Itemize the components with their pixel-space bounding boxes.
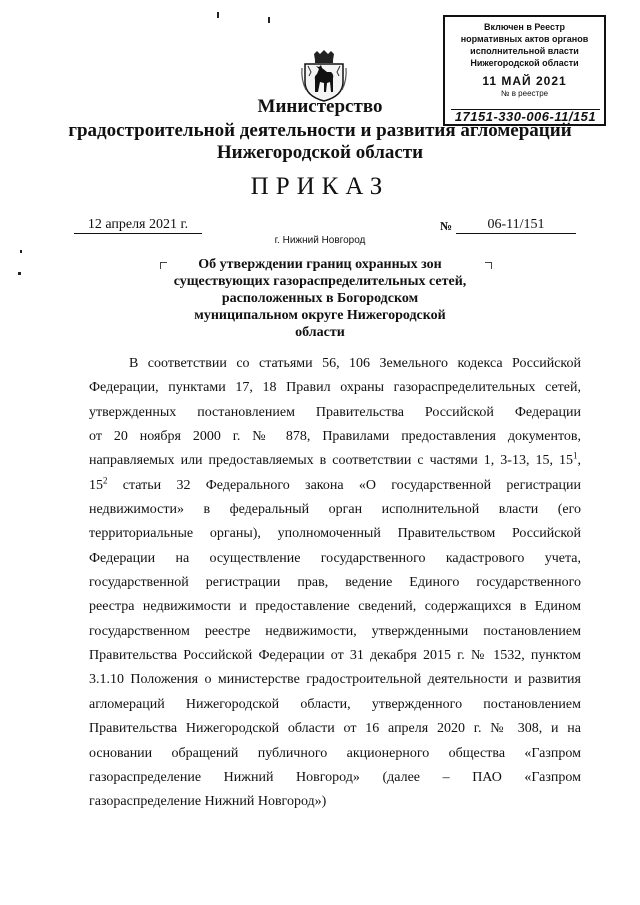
- body-line: недвижимости» в федеральный орган исполнительной власти (его: [89, 502, 581, 518]
- order-subject: [150, 256, 490, 341]
- order-number: 06-11/151: [456, 217, 576, 234]
- ministry-name-line1: Министерство: [257, 96, 383, 117]
- subject-line: области: [295, 325, 345, 340]
- body-line: утвержденных постановлением Правительства Российской Федерации: [89, 404, 581, 420]
- body-line: основании обращений публичного акционерного общества «Газпром: [89, 745, 581, 761]
- stamp-regno: 17151-330-006-11/151: [451, 109, 600, 124]
- body-line: Федерации, пунктами 17, 18 Правил охраны газораспределительных сетей,: [89, 380, 581, 396]
- stamp-regno-label: № в реестре: [500, 89, 549, 98]
- stamp-line: исполнительной власти: [470, 46, 579, 56]
- subject-line: существующих газораспределительных сетей,: [173, 274, 467, 289]
- stamp-date: 11 МАЙ 2021: [482, 74, 567, 88]
- scan-mark: [217, 12, 219, 18]
- body-line: В соответствии со статьями 56, 106 Земельного кодекса Российской: [129, 356, 581, 371]
- body-line-with-sup: [89, 474, 581, 498]
- subject-line: расположенных в Богородском: [221, 291, 419, 306]
- stamp-line: Включен в Реестр: [484, 22, 565, 32]
- subject-line: муниципальном округе Нижегородской: [194, 308, 446, 323]
- superscript: 1: [573, 450, 578, 461]
- superscript: 2: [103, 475, 108, 486]
- body-line: Федерации на осуществление государственного кадастрового учета,: [89, 550, 581, 566]
- subject-line: Об утверждении границ охранных зон: [198, 257, 442, 272]
- body-line-text: 15: [89, 477, 103, 493]
- body-line: от 20 ноября 2000 г. № 878, Правилами предоставления документов,: [89, 429, 581, 445]
- body-line-text: направляемых или предоставляемых в соответствии с частями 1, 3-13, 15, 15: [89, 453, 573, 469]
- body-line: газораспределение Нижний Новгород»): [89, 794, 327, 810]
- body-line: реестра недвижимости и предоставление сведений, содержащихся в Едином: [89, 599, 581, 615]
- body-line: газораспределение Нижний Новгород» (далее – ПАО «Газпром: [89, 769, 581, 785]
- body-line: территориальные органы), уполномоченный Правительством Российской: [89, 526, 581, 542]
- body-line-text: статьи 32 Федерального закона «О государственной регистрации: [122, 477, 581, 493]
- document-type-title: ПРИКАЗ: [250, 173, 390, 200]
- stamp-line: Нижегородской области: [470, 58, 579, 68]
- body-line: Правительства Нижегородской области от 16 апреля 2020 г. № 308, и на: [89, 721, 581, 737]
- body-line-with-sup: направляемых или предоставляемых в соответствии с частями 1, 3-13, 15, $15^1$,: [89, 450, 581, 469]
- ministry-name-line2: градостроительной деятельности и развития агломераций: [68, 120, 572, 141]
- scan-mark: [20, 250, 22, 253]
- issue-city: г. Нижний Новгород: [274, 235, 366, 246]
- body-line: государственном реестре недвижимости, утвержденными постановлением: [89, 623, 581, 639]
- coat-of-arms-icon: [300, 50, 348, 102]
- order-number-sign: №: [440, 219, 453, 233]
- body-line: государственной регистрации прав, ведение Единого государственного: [89, 575, 581, 591]
- order-body: [89, 352, 581, 815]
- body-line: Правительства Российской Федерации от 31 декабря 2015 г. № 1532, пунктом: [89, 648, 581, 664]
- ministry-name-line3: Нижегородской области: [216, 142, 424, 163]
- scan-mark: [18, 272, 21, 275]
- stamp-line: нормативных актов органов: [460, 34, 589, 44]
- body-line: агломераций Нижегородской области, утвержденного постановлением: [89, 696, 581, 712]
- scan-mark: [268, 17, 270, 23]
- order-date: 12 апреля 2021 г.: [74, 217, 202, 234]
- body-line: 3.1.10 Положения о министерстве градостроительной деятельности и развития: [89, 672, 581, 688]
